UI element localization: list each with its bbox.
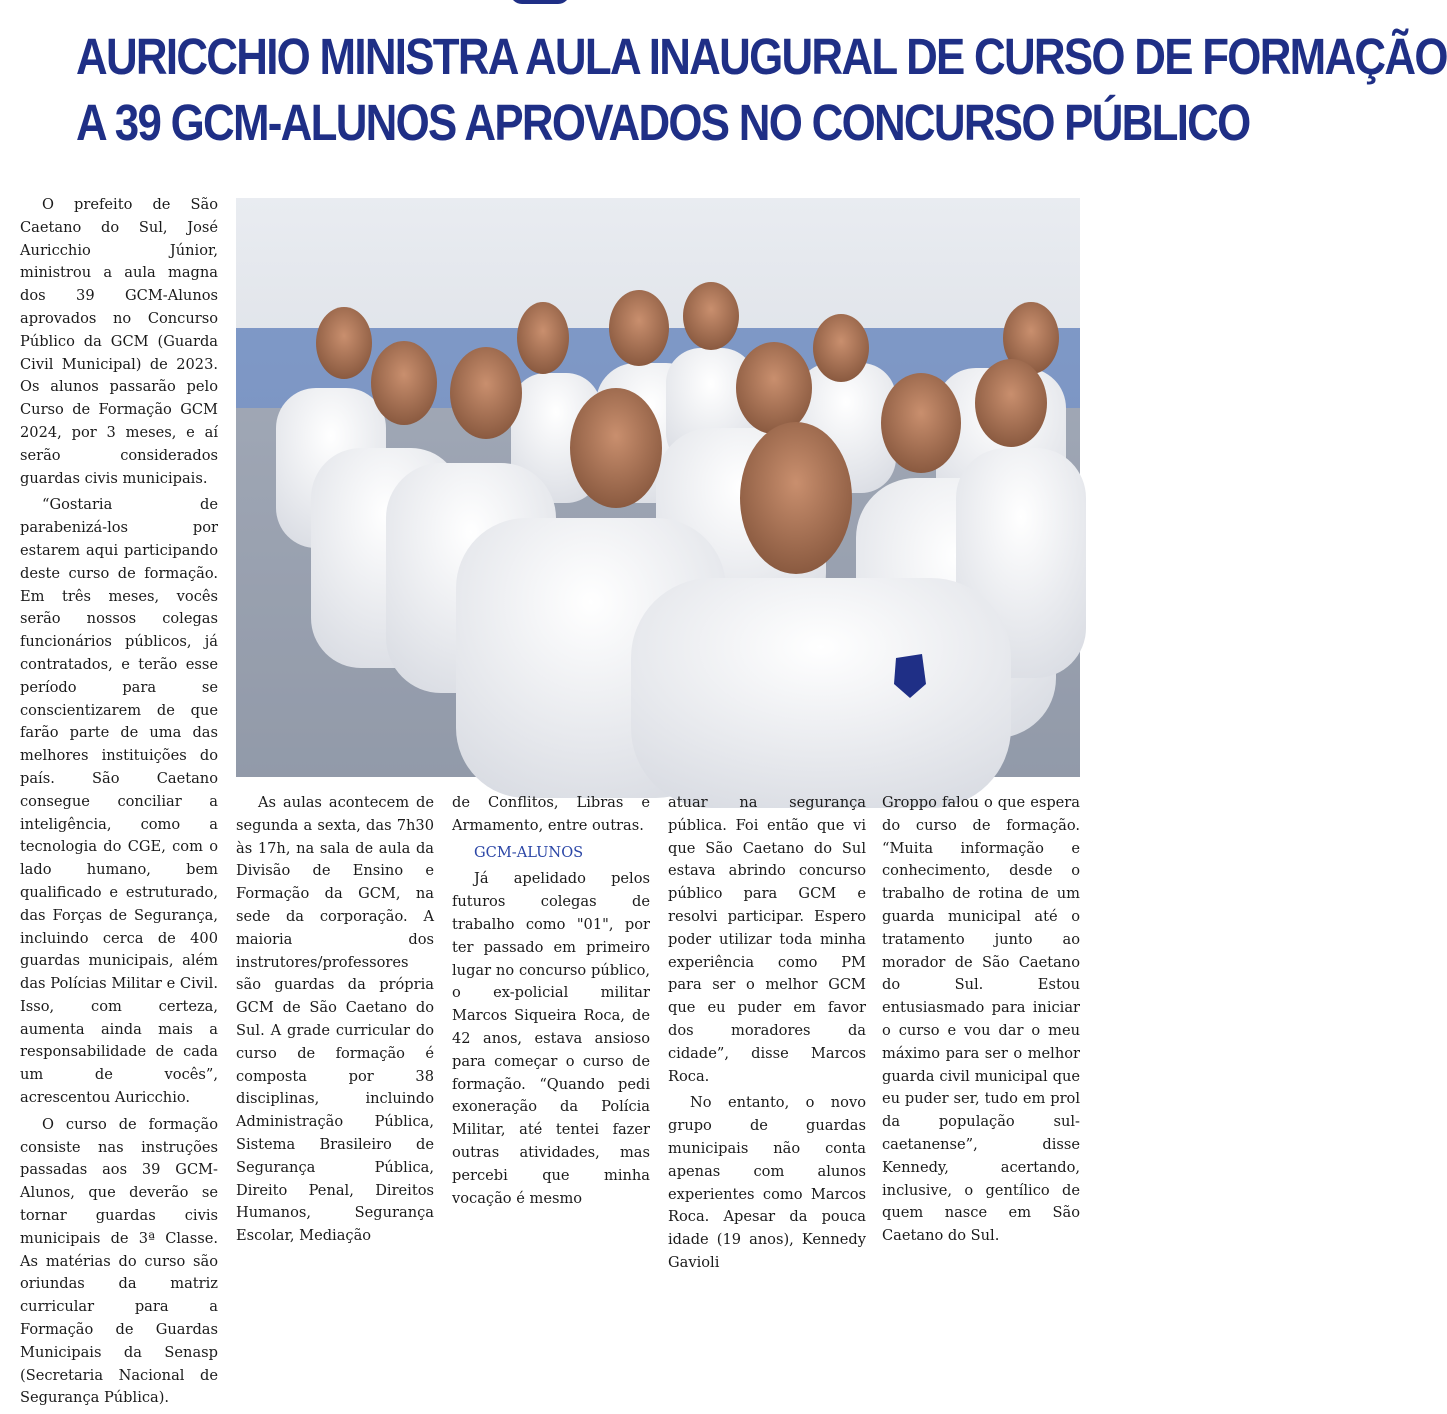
article-column-4 xyxy=(668,792,866,1279)
paragraph: Groppo falou o que espera do curso de formação. “Muita informação e conhecimento, desde o trabalho de rotina de um guarda municipal até o tratamento junto ao morador de São Caetano do Sul. Estou entusiasmado para iniciar o curso e vou dar o meu máximo para ser o melhor guarda civil municipal que eu puder ser, tudo em prol da população sul-caetanense”, disse Kennedy, acertando, inclusive, o gentílico de quem nasce em São Caetano do Sul. xyxy=(882,794,1080,1245)
article-column-5 xyxy=(882,792,1080,1252)
paragraph: O prefeito de São Caetano do Sul, José Auricchio Júnior, ministrou a aula magna dos 39 GCM-Alunos aprovados no Concurso Público da GCM (Guarda Civil Municipal) de 2023. Os alunos passarão pelo Curso de Formação GCM 2024, por 3 meses, e aí serão considerados guardas civis municipais. xyxy=(20,196,218,487)
headline xyxy=(76,24,1447,156)
article-column-1 xyxy=(20,194,218,1414)
masthead-tab xyxy=(510,0,570,4)
paragraph: O curso de formação consiste nas instruções passadas aos 39 GCM-Alunos, que deverão se tornar guardas civis municipais de 3ª Classe. As matérias do curso são oriundas da matriz curricular para a Formação de Guardas Municipais da Senasp (Secretaria Nacional de Segurança Pública). xyxy=(20,1115,218,1407)
article-column-2 xyxy=(236,792,434,1252)
paragraph: de Conflitos, Libras e Armamento, entre outras. xyxy=(452,794,650,834)
paragraph: No entanto, o novo grupo de guardas municipais não conta apenas com alunos experientes como Marcos Roca. Apesar da pouca idade (19 anos), Kennedy Gavioli xyxy=(668,1094,866,1271)
paragraph: atuar na segurança pública. Foi então que vi que São Caetano do Sul estava abrindo concurso público para GCM e resolvi participar. Espero poder utilizar toda minha experiência como PM para ser o melhor GCM que eu puder em favor dos moradores da cidade”, disse Marcos Roca. xyxy=(668,794,866,1085)
article-photo xyxy=(236,198,1080,777)
paragraph: As aulas acontecem de segunda a sexta, das 7h30 às 17h, na sala de aula da Divisão de Ensino e Formação da GCM, na sede da corporação. A maioria dos instrutores/professores são guardas da própria GCM de São Caetano do Sul. A grade curricular do curso de formação é composta por 38 disciplinas, incluindo Administração Pública, Sistema Brasileiro de Segurança Pública, Direito Penal, Direitos Humanos, Segurança Escolar, Mediação xyxy=(236,794,434,1245)
paragraph: Já apelidado pelos futuros colegas de trabalho como "01", por ter passado em primeiro lugar no concurso público, o ex-policial militar Marcos Siqueira Roca, de 42 anos, estava ansioso para começar o curso de formação. “Quando pedi exoneração da Polícia Militar, até tentei fazer outras atividades, mas percebi que minha vocação é mesmo xyxy=(452,870,650,1207)
headline-line-2: A 39 GCM-ALUNOS APROVADOS NO CONCURSO PÚBLICO xyxy=(76,94,1250,151)
paragraph: “Gostaria de parabenizá-los por estarem aqui participando deste curso de formação. Em três meses, vocês serão nossos colegas funcionários públicos, já contratados, e terão esse período para se conscientizarem de que farão parte de uma das melhores instituições do país. São Caetano consegue conciliar a inteligência, como a tecnologia do CGE, com o lado humano, bem qualificado e estruturado, das Forças de Segurança, incluindo cerca de 400 guardas municipais, além das Polícias Militar e Civil. Isso, com certeza, aumenta ainda mais a responsabilidade de cada um de vocês”, acrescentou Auricchio. xyxy=(20,496,218,1107)
section-subheading: GCM-ALUNOS xyxy=(474,843,584,861)
headline-line-1: AURICCHIO MINISTRA AULA INAUGURAL DE CURSO DE FORMAÇÃO xyxy=(76,28,1447,85)
article-column-3 xyxy=(452,792,650,1214)
